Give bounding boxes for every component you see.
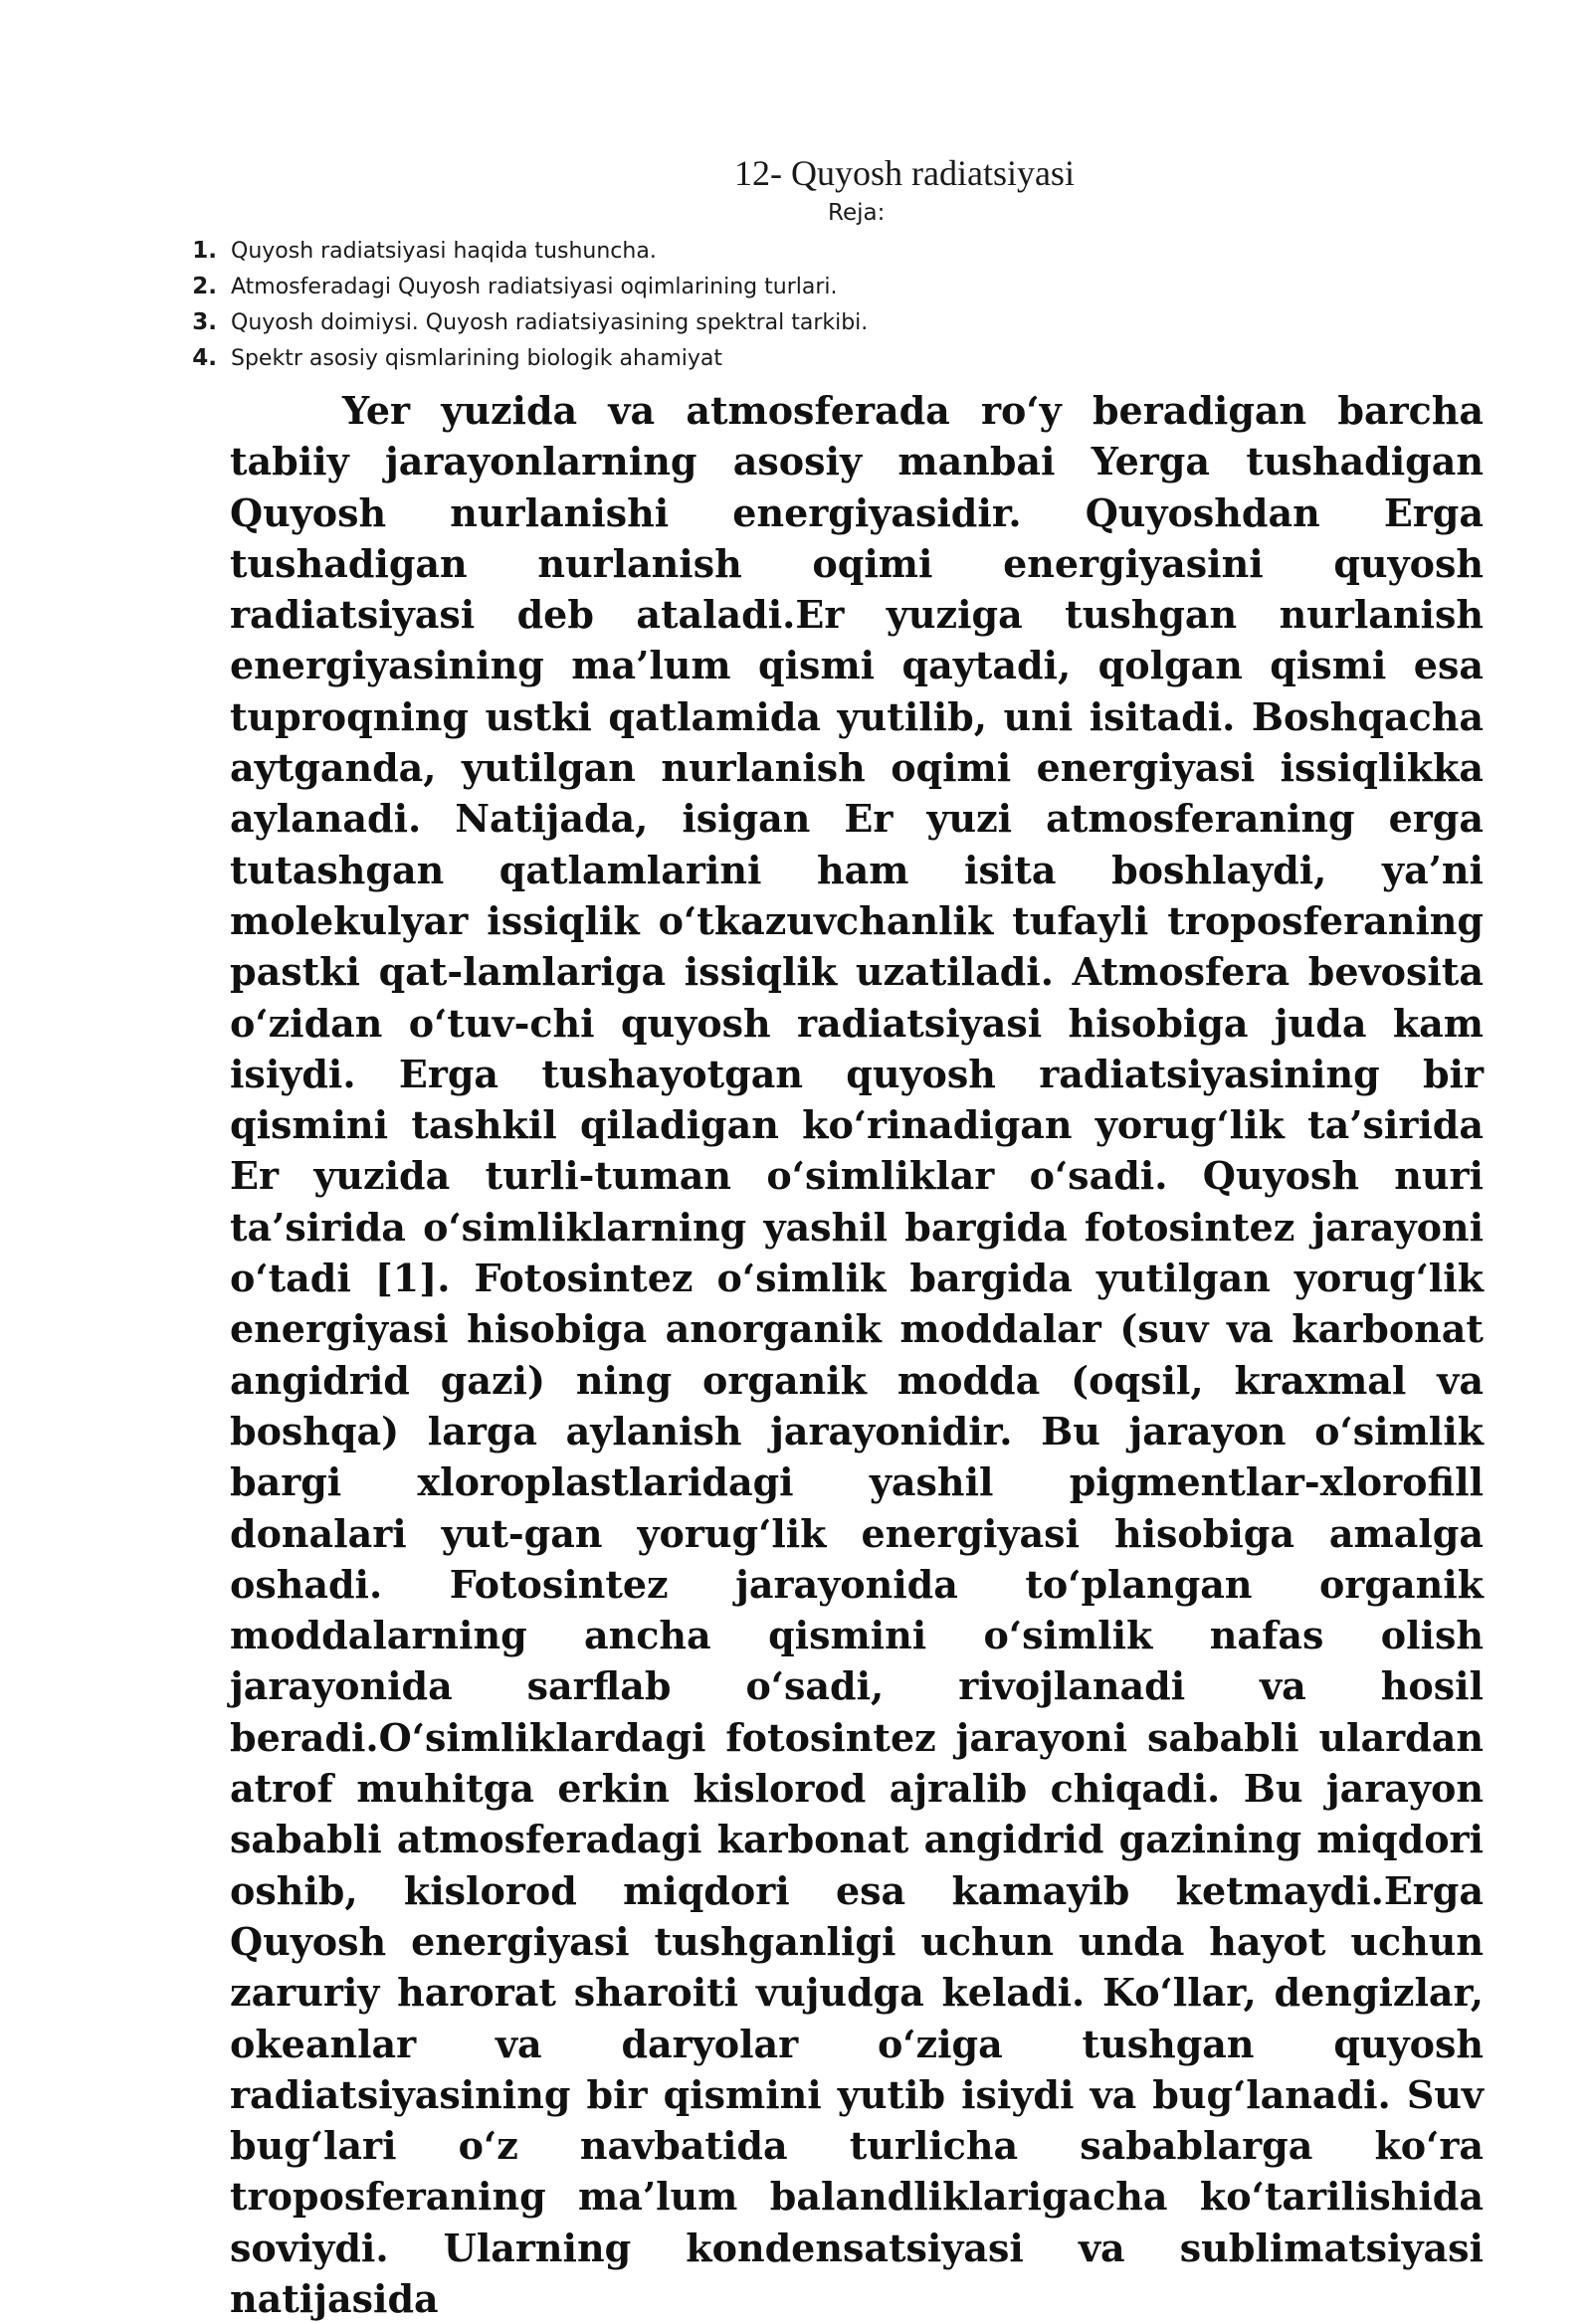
- plan-item-text: Quyosh doimiysi. Quyosh radiatsiyasining spektral tarkibi.: [231, 310, 869, 335]
- plan-item: [169, 340, 868, 376]
- plan-item-number: 3.: [192, 309, 217, 335]
- plan-item: [169, 233, 868, 269]
- plan-heading: Reja:: [828, 200, 886, 226]
- plan-item-text: Atmosferadagi Quyosh radiatsiyasi oqimlarining turlari.: [231, 275, 838, 299]
- plan-item-number: 4.: [192, 345, 217, 371]
- plan-item-text: Spektr asosiy qismlarining biologik ahamiyat: [231, 346, 723, 371]
- plan-item-number: 2.: [192, 274, 217, 299]
- plan-item-number: 1.: [192, 238, 217, 264]
- plan-item-text: Quyosh radiatsiyasi haqida tushuncha.: [231, 239, 657, 264]
- plan-list: [169, 233, 868, 376]
- body-paragraph: Yer yuzida va atmosferada roʻy beradigan barcha tabiiy jarayonlarning asosiy manbai Yerga tushadigan Quyosh nurlanishi energiyasidir. Quyoshdan Erga tushadigan nurlanish oqimi energiyasini quyosh radiatsiyasi deb ataladi.Er yuziga tushgan nurlanish energiyasining ma’lum qismi qaytadi, qolgan qismi esa tuproqning ustki qatlamida yutilib, uni isitadi. Boshqacha aytganda, yutilgan nurlanish oqimi energiyasi issiqlikka aylanadi. Natijada, isigan Er yuzi atmosferaning erga tutashgan qatlamlarini ham isita boshlaydi, ya’ni molekulyar issiqlik oʻtkazuvchanlik tufayli troposferaning pastki qat-lamlariga issiqlik uzatiladi. Atmosfera bevosita oʻzidan oʻtuv-chi quyosh radiatsiyasi hisobiga juda kam isiydi. Erga tushayotgan quyosh radiatsiyasining bir qismini tashkil qiladigan koʻrinadigan yorugʻlik ta’sirida Er yuzida turli-tuman oʻsimliklar oʻsadi. Quyosh nuri ta’sirida oʻsimliklarning yashil bargida fotosintez jarayoni oʻtadi [1]. Fotosintez oʻsimlik bargida yutilgan yorugʻlik energiyasi hisobiga anorganik moddalar (suv va karbonat angidrid gazi) ning organik modda (oqsil, kraxmal va boshqa) larga aylanish jarayonidir. Bu jarayon oʻsimlik bargi xloroplastlaridagi yashil pigmentlar-xlorofill donalari yut-gan yorugʻlik energiyasi hisobiga amalga oshadi. Fotosintez jarayonida toʻplangan organik moddalarning ancha qismini oʻsimlik nafas olish jarayonida sarflab oʻsadi, rivojlanadi va hosil beradi.Oʻsimliklardagi fotosintez jarayoni sababli ulardan atrof muhitga erkin kislorod ajralib chiqadi. Bu jarayon sababli atmosferadagi karbonat angidrid gazining miqdori oshib, kislorod miqdori esa kamayib ketmaydi.Erga Quyosh energiyasi tushganligi uchun unda hayot uchun zaruriy harorat sharoiti vujudga keladi. Koʻllar, dengizlar, okeanlar va daryolar oʻziga tushgan quyosh radiatsiyasining bir qismini yutib isiydi va bugʻlanadi. Suv bugʻlari oʻz navbatida turlicha sabablarga koʻra troposferaning ma’lum balandliklarigacha koʻtarilishida soviydi. Ularning kondensatsiyasi va sublimatsiyasi natijasida: [230, 388, 1484, 2321]
- page-title: 12- Quyosh radiatsiyasi: [734, 153, 1075, 193]
- plan-item: [169, 269, 868, 304]
- plan-item: [169, 304, 868, 340]
